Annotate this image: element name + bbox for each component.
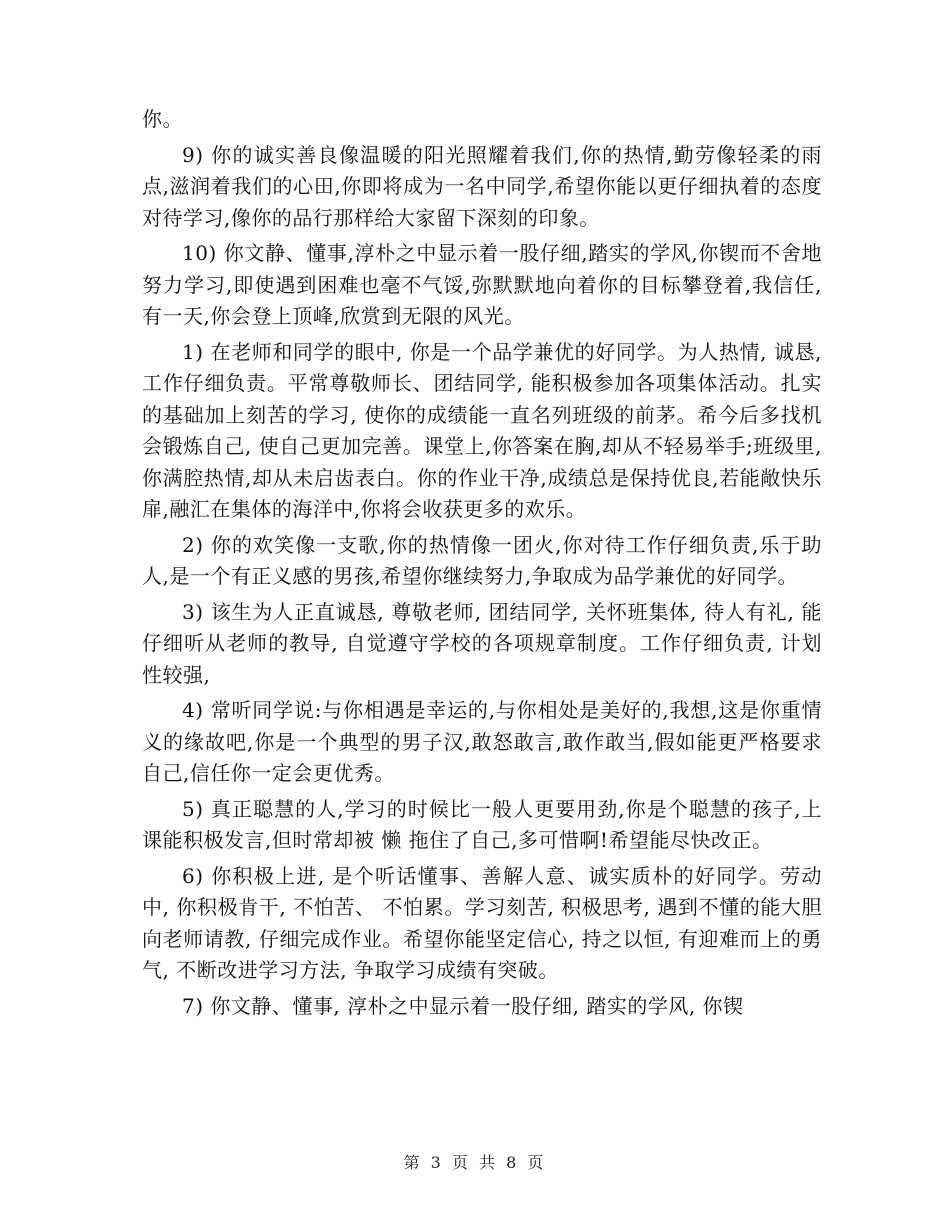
paragraph-comment-6: 6) 你积极上进, 是个听话懂事、善解人意、诚实质朴的好同学。劳动中, 你积极肯干, 不怕苦、 不怕累。学习刻苦, 积极思考, 遇到不懂的能大胆向老师请教, 仔细完成作业。希望你能坚定信心, 持之以恒, 有迎难而上的勇气, 不断改进学习方法, 争取学习成绩有突破。 (142, 863, 822, 982)
paragraph-continuation: 你。 (142, 107, 183, 131)
paragraph-comment-10: 10) 你文静、懂事,淳朴之中显示着一股仔细,踏实的学风,你锲而不舍地努力学习,即使遇到困难也毫不气馁,弥默默地向着你的目标攀登着,我信任,有一天,你会登上顶峰,欣赏到无限的风光。 (142, 241, 822, 328)
page-number-footer: 第 3 页 共 8 页 (403, 1153, 547, 1172)
paragraph-comment-2: 2) 你的欢笑像一支歌,你的热情像一团火,你对待工作仔细负责,乐于助人,是一个有正义感的男孩,希望你继续努力,争取成为品学兼优的好同学。 (142, 532, 822, 588)
paragraph-comment-3: 3) 该生为人正直诚恳, 尊敬老师, 团结同学, 关怀班集体, 待人有礼, 能仔细听从老师的教导, 自觉遵守学校的各项规章制度。工作仔细负责, 计划性较强, (142, 599, 822, 687)
paragraph-comment-7: 7) 你文静、懂事, 淳朴之中显示着一股仔细, 踏实的学风, 你锲 (182, 993, 744, 1018)
paragraph-comment-4: 4) 常听同学说:与你相遇是幸运的,与你相处是美好的,我想,这是你重情义的缘故吧,你是一个典型的男子汉,敢怒敢言,敢作敢当,假如能更严格要求自己,信任你一定会更优秀。 (142, 698, 822, 785)
document-body (142, 104, 822, 1026)
paragraph-comment-5: 5) 真正聪慧的人,学习的时候比一般人更要用劲,你是个聪慧的孩子,上课能积极发言,但时常却被 懒 拖住了自己,多可惜啊!希望能尽快改正。 (142, 796, 822, 852)
paragraph-comment-1: 1) 在老师和同学的眼中, 你是一个品学兼优的好同学。为人热情, 诚恳, 工作仔细负责。平常尊敬师长、团结同学, 能积极参加各项集体活动。扎实的基础加上刻苦的学习, 使你的成绩能一直名列班级的前茅。希今后多找机会锻炼自己, 使自己更加完善。课堂上,你答案在胸,却从不轻易举手;班级里,你满腔热情,却从未启齿表白。你的作业干净,成绩总是保持优良,若能敞快乐扉,融汇在集体的海洋中,你将会收获更多的欢乐。 (142, 339, 822, 521)
paragraph-comment-9: 9) 你的诚实善良像温暖的阳光照耀着我们,你的热情,勤劳像轻柔的雨点,滋润着我们的心田,你即将成为一名中同学,希望你能以更仔细执着的态度对待学习,像你的品行那样给大家留下深刻的印象。 (142, 142, 822, 230)
